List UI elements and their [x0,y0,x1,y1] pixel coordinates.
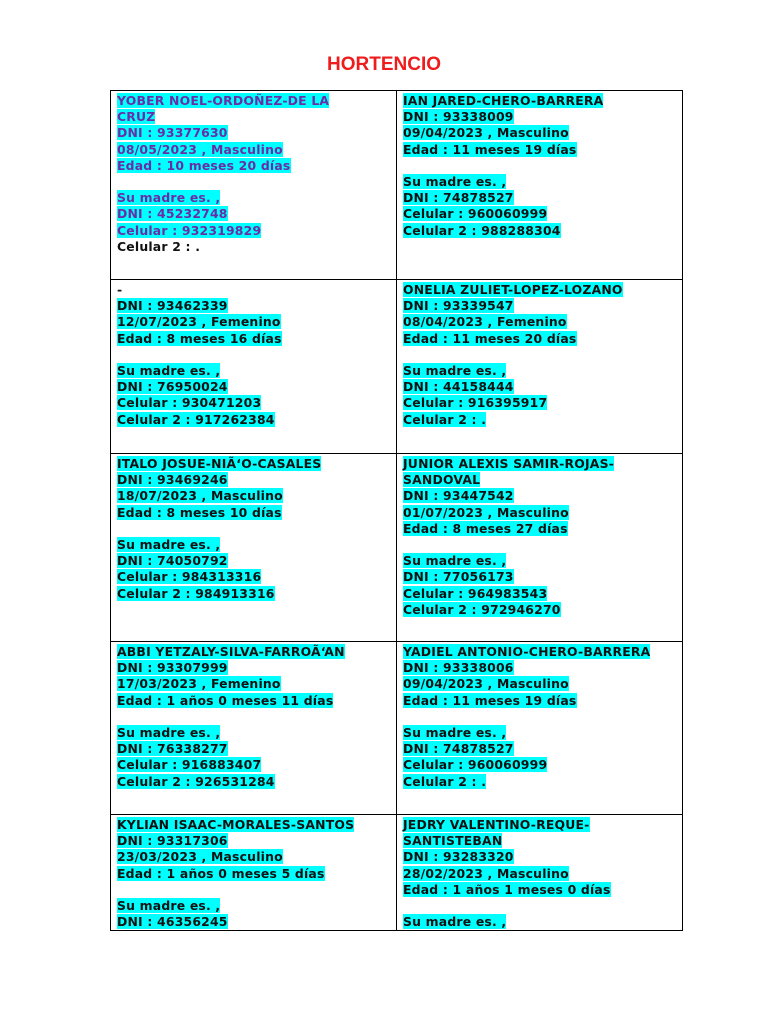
mother-dni: DNI : 44158444 [403,379,514,395]
phone-2: Celular 2 : 926531284 [117,773,275,789]
mother-label: Su madre es. , [403,174,507,189]
mother-label: Su madre es. , [403,725,507,740]
record-cell [397,815,683,931]
spacer [117,882,390,898]
age: Edad : 8 meses 10 días [117,504,282,520]
records-table [110,90,683,931]
child-name: JUNIOR ALEXIS SAMIR-ROJAS- [403,456,615,471]
record-cell [111,815,397,931]
child-name: - [117,282,123,297]
child-dni: DNI : 93377630 [117,125,228,141]
birth-sex: 12/07/2023 , Femenino [117,314,281,330]
record-cell [397,454,683,642]
spacer [117,521,390,537]
record-cell [111,91,397,280]
record-card [403,644,676,790]
child-dni: DNI : 93338006 [403,660,514,676]
child-name-cont: SANDOVAL [403,472,481,488]
child-dni: DNI : 93469246 [117,472,228,488]
phone-2: Celular 2 : . [117,238,201,254]
phone-2: Celular 2 : 917262384 [117,411,275,427]
mother-label: Su madre es. , [117,363,221,378]
phone-2: Celular 2 : 988288304 [403,222,561,238]
table-row [111,280,683,454]
mother-label: Su madre es. , [117,190,221,206]
age: Edad : 11 meses 20 días [403,330,577,346]
mother-label: Su madre es. , [117,537,221,552]
phone-1: Celular : 916395917 [403,395,548,411]
record-card [117,817,390,930]
mother-label: Su madre es. , [117,725,221,740]
mother-dni: DNI : 74878527 [403,190,514,206]
spacer [403,537,676,553]
child-name: ABBI YETZALY-SILVA-FARROÃ‘AN [117,644,345,659]
record-card [403,282,676,428]
phone-1: Celular : 916883407 [117,757,262,773]
birth-sex: 01/07/2023 , Masculino [403,504,569,520]
phone-2: Celular 2 : . [403,773,487,789]
birth-sex: 28/02/2023 , Masculino [403,865,569,881]
spacer [403,898,676,914]
child-name: JEDRY VALENTINO-REQUE- [403,817,590,832]
table-row [111,91,683,280]
mother-label: Su madre es. , [403,363,507,378]
age: Edad : 11 meses 19 días [403,141,577,157]
phone-2: Celular 2 : 984913316 [117,585,275,601]
record-card [117,93,390,255]
mother-dni: DNI : 77056173 [403,569,514,585]
child-dni: DNI : 93462339 [117,298,228,314]
mother-label: Su madre es. , [403,914,507,930]
age: Edad : 1 años 0 meses 11 días [117,692,334,708]
child-name: ONELIA ZULIET-LOPEZ-LOZANO [403,282,623,297]
birth-sex: 23/03/2023 , Masculino [117,849,283,865]
name-line [117,109,390,125]
birth-sex: 18/07/2023 , Masculino [117,488,283,504]
phone-1: Celular : 984313316 [117,569,262,585]
age: Edad : 1 años 1 meses 0 días [403,881,611,897]
spacer [403,347,676,363]
phone-2: Celular 2 : . [403,411,487,427]
record-cell [397,91,683,280]
mother-label: Su madre es. , [403,553,507,569]
record-card [117,282,390,428]
record-cell [111,642,397,815]
spacer [117,174,390,190]
table-row [111,642,683,815]
mother-dni: DNI : 76950024 [117,379,228,395]
child-dni: DNI : 93317306 [117,833,228,849]
child-dni: DNI : 93307999 [117,660,228,676]
child-name: YOBER NOEL-ORDOÑEZ-DE LA [117,93,330,108]
record-card [403,93,676,239]
child-name-cont: SANTISTEBAN [403,833,503,849]
phone-1: Celular : 964983543 [403,585,548,601]
child-dni: DNI : 93339547 [403,298,514,314]
age: Edad : 8 meses 16 días [117,330,282,346]
mother-dni: DNI : 74878527 [403,741,514,757]
phone-1: Celular : 960060999 [403,757,548,773]
spacer [403,158,676,174]
birth-sex: 17/03/2023 , Femenino [117,676,281,692]
spacer [117,709,390,725]
table-row [111,815,683,931]
child-name-cont: CRUZ [117,109,156,125]
mother-dni: DNI : 45232748 [117,206,228,222]
table-row [111,454,683,642]
birth-sex: 09/04/2023 , Masculino [403,125,569,141]
mother-dni: DNI : 74050792 [117,553,228,569]
spacer [117,347,390,363]
age: Edad : 8 meses 27 días [403,520,568,536]
phone-1: Celular : 932319829 [117,222,262,238]
age: Edad : 11 meses 19 días [403,692,577,708]
mother-label: Su madre es. , [117,898,221,913]
record-card [117,644,390,790]
spacer [403,709,676,725]
child-dni: DNI : 93283320 [403,849,514,865]
phone-2: Celular 2 : 972946270 [403,601,561,617]
child-name: KYLIAN ISAAC-MORALES-SANTOS [117,817,355,832]
phone-1: Celular : 960060999 [403,206,548,222]
record-cell [397,280,683,454]
record-cell [111,280,397,454]
age: Edad : 10 meses 20 días [117,157,291,173]
mother-dni: DNI : 46356245 [117,914,228,930]
birth-sex: 09/04/2023 , Masculino [403,676,569,692]
name-line [117,93,390,109]
birth-sex: 08/05/2023 , Masculino [117,141,283,157]
age: Edad : 1 años 0 meses 5 días [117,865,325,881]
record-card [117,456,390,602]
child-name: IAN JARED-CHERO-BARRERA [403,93,604,108]
page-title: HORTENCIO [327,54,441,75]
record-card [403,817,676,930]
child-name: YADIEL ANTONIO-CHERO-BARRERA [403,644,651,659]
phone-1: Celular : 930471203 [117,395,262,411]
birth-sex: 08/04/2023 , Femenino [403,314,567,330]
child-name: ITALO JOSUE-NIÃ‘O-CASALES [117,456,322,471]
child-dni: DNI : 93447542 [403,488,514,504]
record-card [403,456,676,618]
record-cell [397,642,683,815]
record-cell [111,454,397,642]
mother-dni: DNI : 76338277 [117,741,228,757]
child-dni: DNI : 93338009 [403,109,514,125]
